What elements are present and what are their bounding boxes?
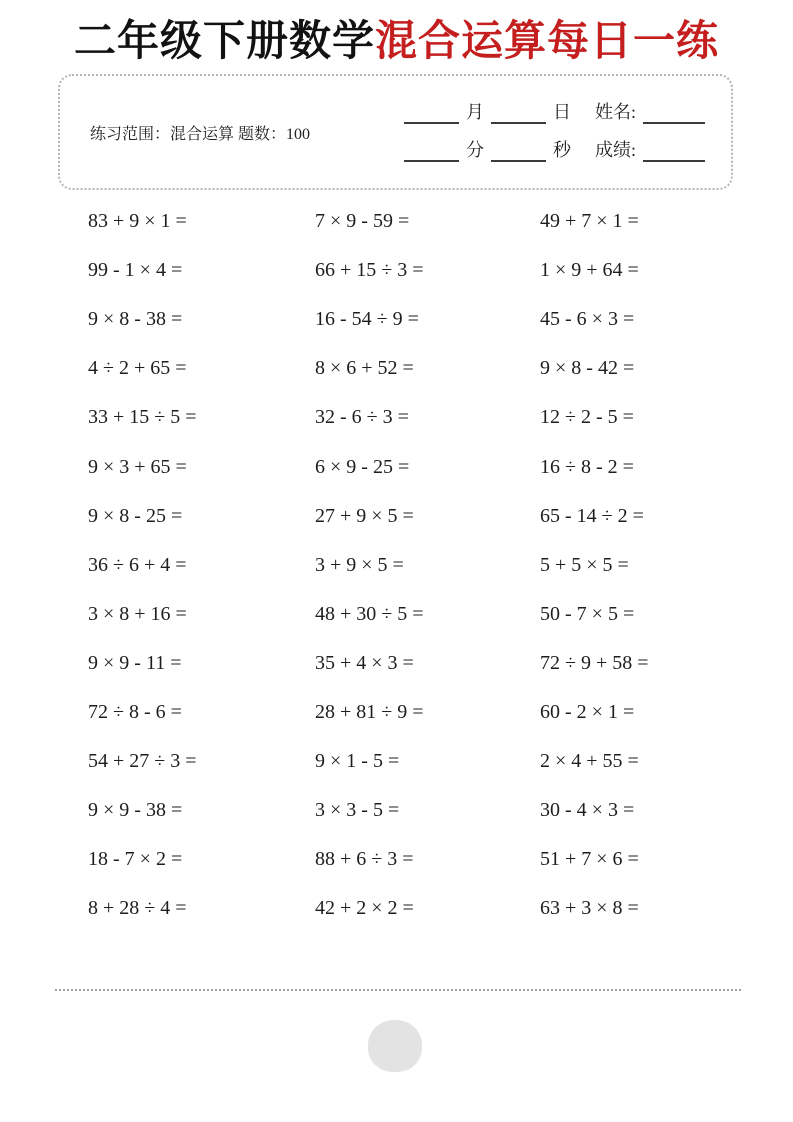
math-problem: 27 + 9 × 5 = bbox=[315, 504, 414, 527]
math-problem: 65 - 14 ÷ 2 = bbox=[540, 504, 644, 527]
name-label: 姓名: bbox=[594, 102, 636, 123]
math-problem: 9 × 3 + 65 = bbox=[88, 455, 187, 478]
math-problem: 51 + 7 × 6 = bbox=[540, 848, 639, 871]
title-black-part: 二年级下册数学 bbox=[73, 17, 375, 64]
math-problem: 3 × 8 + 16 = bbox=[88, 602, 187, 625]
score-label: 成绩: bbox=[594, 140, 636, 160]
math-problem: 16 ÷ 8 - 2 = bbox=[540, 455, 634, 478]
second-label: 秒 bbox=[552, 140, 571, 160]
title-red-part: 混合运算每日一练 bbox=[375, 17, 720, 64]
math-problem: 9 × 1 - 5 = bbox=[315, 750, 400, 773]
math-problem: 3 + 9 × 5 = bbox=[315, 553, 404, 576]
math-problem: 7 × 9 - 59 = bbox=[315, 210, 410, 233]
month-label: 月 bbox=[465, 102, 484, 123]
math-problem: 5 + 5 × 5 = bbox=[540, 553, 629, 576]
math-problem: 72 ÷ 8 - 6 = bbox=[88, 700, 182, 723]
math-problem: 54 + 27 ÷ 3 = bbox=[88, 750, 197, 773]
math-problem: 32 - 6 ÷ 3 = bbox=[315, 406, 409, 429]
math-problem: 8 + 28 ÷ 4 = bbox=[88, 897, 187, 920]
math-problem: 9 × 9 - 38 = bbox=[88, 799, 183, 822]
date-row bbox=[397, 102, 705, 124]
minute-blank-line bbox=[404, 143, 459, 162]
minute-label: 分 bbox=[465, 140, 484, 160]
header-info-box bbox=[58, 74, 733, 190]
math-problem: 9 × 8 - 25 = bbox=[88, 504, 183, 527]
math-problem: 36 ÷ 6 + 4 = bbox=[88, 553, 187, 576]
math-problem: 35 + 4 × 3 = bbox=[315, 651, 414, 674]
math-problem: 50 - 7 × 5 = bbox=[540, 602, 635, 625]
math-problem: 45 - 6 × 3 = bbox=[540, 308, 635, 331]
second-blank-line bbox=[491, 143, 546, 162]
math-problem: 8 × 6 + 52 = bbox=[315, 357, 414, 380]
math-problem: 60 - 2 × 1 = bbox=[540, 700, 635, 723]
math-problem: 63 + 3 × 8 = bbox=[540, 897, 639, 920]
math-problem: 9 × 8 - 42 = bbox=[540, 357, 635, 380]
math-problem: 49 + 7 × 1 = bbox=[540, 210, 639, 233]
math-problem: 6 × 9 - 25 = bbox=[315, 455, 410, 478]
name-blank-line bbox=[643, 105, 705, 124]
time-row bbox=[397, 140, 705, 162]
math-problem: 2 × 4 + 55 = bbox=[540, 750, 639, 773]
math-problem: 83 + 9 × 1 = bbox=[88, 210, 187, 233]
math-problem: 16 - 54 ÷ 9 = bbox=[315, 308, 419, 331]
math-problem: 4 ÷ 2 + 65 = bbox=[88, 357, 187, 380]
math-problem: 33 + 15 ÷ 5 = bbox=[88, 406, 197, 429]
page-title bbox=[0, 8, 793, 68]
math-problem: 1 × 9 + 64 = bbox=[540, 259, 639, 282]
problems-grid bbox=[0, 197, 793, 933]
math-problem: 28 + 81 ÷ 9 = bbox=[315, 700, 424, 723]
month-blank-line bbox=[404, 105, 459, 124]
math-problem: 48 + 30 ÷ 5 = bbox=[315, 602, 424, 625]
math-problem: 88 + 6 ÷ 3 = bbox=[315, 848, 414, 871]
scope-label: 练习范围：混合运算 题数：100 bbox=[90, 125, 311, 143]
math-problem: 99 - 1 × 4 = bbox=[88, 259, 183, 282]
day-blank-line bbox=[491, 105, 546, 124]
bottom-dotted-divider bbox=[55, 989, 741, 991]
math-problem: 3 × 3 - 5 = bbox=[315, 799, 400, 822]
math-problem: 18 - 7 × 2 = bbox=[88, 848, 183, 871]
math-problem: 72 ÷ 9 + 58 = bbox=[540, 651, 649, 674]
footer-oval-decoration bbox=[368, 1020, 422, 1072]
math-problem: 9 × 9 - 11 = bbox=[88, 651, 182, 674]
math-problem: 42 + 2 × 2 = bbox=[315, 897, 414, 920]
math-problem: 9 × 8 - 38 = bbox=[88, 308, 183, 331]
score-blank-line bbox=[643, 143, 705, 162]
math-problem: 12 ÷ 2 - 5 = bbox=[540, 406, 634, 429]
math-problem: 30 - 4 × 3 = bbox=[540, 799, 635, 822]
math-problem: 66 + 15 ÷ 3 = bbox=[315, 259, 424, 282]
fill-in-fields bbox=[397, 102, 705, 161]
day-label: 日 bbox=[552, 102, 571, 123]
